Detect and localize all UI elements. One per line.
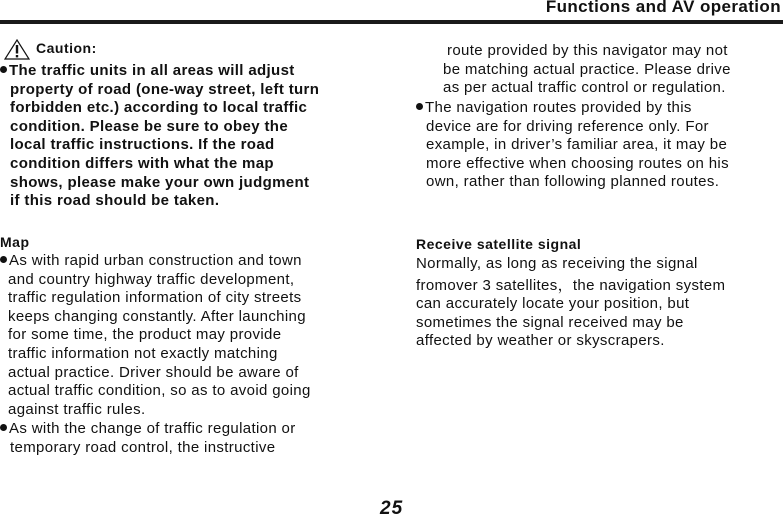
continued-line: be matching actual practice. Please drive [443,60,731,78]
caution-line: local traffic instructions. If the road [10,136,275,154]
map-line: actual practice. Driver should be aware of [8,363,299,381]
map-line: temporary road control, the instructive [10,438,276,456]
bullet-dot [0,256,7,263]
map-line: keeps changing constantly. After launching [8,307,306,325]
map-line: and country highway traffic development, [8,270,295,288]
right-bullet-3 [416,99,729,192]
map-line: traffic information not exactly matching [8,344,278,362]
satellite-line: sometimes the signal received may be [416,313,684,331]
map-bullet-2 [0,420,296,457]
page-number: 25 [380,498,404,519]
caution-text [0,62,319,211]
satellite-text [416,255,725,351]
page-header-title: Functions and AV operation [545,0,781,16]
caution-line: forbidden etc.) according to local traffic [10,99,308,117]
map-line: for some time, the product may provide [8,326,282,344]
bullet-dot [0,66,7,73]
bullet-dot [0,424,7,431]
bullet3-line: own, rather than following planned routes. [426,173,720,191]
caution-line: if this road should be taken. [10,192,220,210]
map-line: traffic regulation information of city streets [8,289,302,307]
map-bullet-1 [0,252,311,419]
map-section-title: Map [0,234,30,250]
bullet3-line: device are for driving reference only. For [426,117,709,135]
satellite-line: Normally, as long as receiving the signal [416,255,698,272]
warning-triangle-icon [4,39,30,60]
bullet3-line: more effective when choosing routes on his [426,154,729,172]
map-line: As with the change of traffic regulation or [0,420,296,439]
caution-line: condition differs with what the map [10,154,274,172]
caution-line: shows, please make your own judgment [10,173,310,191]
map-line: As with rapid urban construction and town [0,252,311,271]
right-continued-text [443,42,731,98]
continued-line: as per actual traffic control or regulation. [443,79,726,97]
satellite-line: can accurately locate your position, but [416,295,690,313]
continued-line: route provided by this navigator may not [447,42,728,59]
satellite-line: affected by weather or skyscrapers. [416,332,665,350]
header-rule [0,20,783,24]
map-line: actual traffic condition, so as to avoid going [8,382,311,400]
caution-line: property of road (one-way street, left turn [10,80,320,98]
caution-heading [4,40,97,56]
caution-line: The traffic units in all areas will adjust [0,62,319,81]
caution-line: condition. Please be sure to obey the [10,117,289,135]
satellite-section-title: Receive satellite signal [416,236,582,252]
satellite-line: fromover 3 satellites，the navigation system [416,276,726,294]
bullet3-line: example, in driver’s familiar area, it may be [426,136,728,154]
bullet-dot [416,103,423,110]
caution-label: Caution: [36,40,97,56]
map-line: against traffic rules. [8,400,146,418]
bullet3-line: The navigation routes provided by this [416,99,729,118]
